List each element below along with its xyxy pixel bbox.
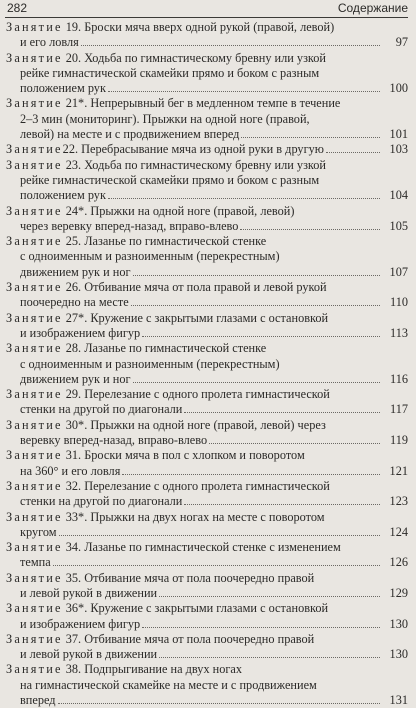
- toc-entry-line: [6, 418, 382, 433]
- entry-text: 23. Ходьба по гимнастическому бревну или узкой: [65, 157, 327, 172]
- lesson-label: Занятие: [6, 448, 63, 463]
- entry-text: 24*. Прыжки на одной ноге (правой, левой): [65, 203, 295, 218]
- dot-leader: [122, 474, 380, 475]
- entry-text: 2–3 мин (мониторинг). Прыжки на одной ноге (правой,: [20, 111, 310, 126]
- entry-text: 37. Отбивание мяча от пола поочередно правой: [65, 631, 315, 646]
- entry-text: поочередно на месте: [20, 295, 129, 310]
- table-of-contents: [6, 20, 408, 708]
- toc-entry-line: [6, 662, 382, 677]
- entry-text: кругом: [20, 524, 57, 539]
- dot-leader: [133, 275, 380, 276]
- dot-leader: [53, 565, 380, 566]
- entry-page-number: 130: [389, 616, 408, 631]
- toc-entry: [6, 418, 408, 449]
- toc-entry-line: [6, 311, 382, 326]
- entry-page-number: 130: [389, 647, 408, 662]
- toc-entry-line: [6, 510, 382, 525]
- entry-text: и изображением фигур: [20, 325, 141, 340]
- running-head: [5, 0, 408, 18]
- toc-entry: [6, 540, 408, 571]
- dot-leader: [159, 596, 380, 597]
- entry-text: 34. Лазанье по гимнастической стенке с изменением: [65, 540, 341, 555]
- dot-leader: [209, 443, 380, 444]
- entry-page-number: 116: [390, 371, 408, 386]
- toc-entry-line: [6, 540, 382, 555]
- toc-entry-line: [6, 357, 382, 372]
- dot-leader: [142, 336, 380, 337]
- lesson-label: Занятие: [6, 310, 63, 325]
- toc-entry-line: [6, 433, 382, 448]
- toc-entry-line: [6, 632, 382, 647]
- lesson-label: Занятие: [6, 662, 63, 677]
- entry-text: 30*. Прыжки на одной ноге (правой, левой) через: [65, 417, 326, 432]
- lesson-label: Занятие: [6, 234, 63, 249]
- dot-leader: [184, 412, 380, 413]
- toc-entry: [6, 158, 408, 204]
- dot-leader: [131, 305, 380, 306]
- toc-entry-line: [6, 586, 382, 601]
- entry-text: стенки на другой по диагонали: [20, 402, 183, 417]
- entry-page-number: 117: [390, 402, 408, 417]
- entry-text: 36*. Кружение с закрытыми глазами с остановкой: [65, 601, 329, 616]
- toc-entry-line: [6, 693, 382, 708]
- dot-leader: [58, 703, 380, 704]
- lesson-label: Занятие: [6, 387, 63, 402]
- entry-text: и левой рукой в движении: [20, 647, 158, 662]
- entry-page-number: 105: [389, 218, 408, 233]
- lesson-label: Занятие: [6, 478, 63, 493]
- entry-page-number: 101: [389, 127, 408, 142]
- entry-text: левой) на месте и с продвижением вперед: [20, 127, 240, 142]
- entry-text: с одноименным и разноименным (перекрестным): [20, 356, 280, 371]
- toc-entry-line: [6, 219, 382, 234]
- entry-text: рейке гимнастической скамейки прямо и боком с разным: [20, 65, 320, 80]
- dot-leader: [108, 198, 380, 199]
- dot-leader: [108, 91, 380, 92]
- toc-entry: [6, 51, 408, 97]
- dot-leader: [326, 152, 380, 153]
- entry-page-number: 131: [389, 693, 408, 708]
- entry-text: 25. Лазанье по гимнастической стенке: [65, 234, 267, 249]
- lesson-label: Занятие: [6, 280, 63, 295]
- lesson-label: Занятие: [6, 341, 63, 356]
- dot-leader: [133, 382, 380, 383]
- entry-page-number: 110: [390, 295, 408, 310]
- entry-text: рейке гимнастической скамейки прямо и боком с разным: [20, 172, 320, 187]
- toc-entry-line: [6, 66, 382, 81]
- toc-entry-line: [6, 494, 382, 509]
- entry-text: положением рук: [20, 188, 106, 203]
- toc-entry-line: [6, 479, 382, 494]
- lesson-label: Занятие: [6, 142, 63, 157]
- dot-leader: [241, 137, 380, 138]
- entry-page-number: 129: [389, 585, 408, 600]
- toc-entry-line: [6, 265, 382, 280]
- entry-text: движением рук и ног: [20, 264, 131, 279]
- entry-text: на гимнастической скамейке на месте и с продвижением: [20, 677, 317, 692]
- entry-text: 19. Броски мяча вверх одной рукой (правой, левой): [65, 20, 335, 34]
- toc-entry-line: [6, 326, 382, 341]
- toc-entry-line: [6, 571, 382, 586]
- entry-page-number: 107: [389, 264, 408, 279]
- toc-entry-line: [6, 464, 382, 479]
- lesson-label: Занятие: [6, 509, 63, 524]
- entry-text: движением рук и ног: [20, 371, 131, 386]
- toc-entry-line: [6, 142, 382, 157]
- entry-text: темпа: [20, 555, 51, 570]
- lesson-label: Занятие: [6, 601, 63, 616]
- section-title: Содержание: [337, 1, 408, 15]
- entry-page-number: 97: [395, 35, 408, 50]
- entry-text: 28. Лазанье по гимнастической стенке: [65, 341, 267, 356]
- entry-text: и левой рукой в движении: [20, 585, 158, 600]
- dot-leader: [142, 627, 380, 628]
- lesson-label: Занятие: [6, 20, 63, 34]
- toc-entry-line: [6, 601, 382, 616]
- toc-entry-line: [6, 555, 382, 570]
- toc-entry-line: [6, 280, 382, 295]
- page-number: 282: [7, 1, 28, 15]
- entry-text: 35. Отбивание мяча от пола поочередно правой: [65, 570, 315, 585]
- toc-entry: [6, 448, 408, 479]
- entry-text: 20. Ходьба по гимнастическому бревну или узкой: [65, 50, 327, 65]
- entry-text: 38. Подпрыгивание на двух ногах: [65, 662, 243, 677]
- toc-entry: [6, 601, 408, 632]
- entry-text: веревку вперед-назад, вправо-влево: [20, 433, 208, 448]
- entry-page-number: 103: [389, 142, 408, 157]
- toc-entry-line: [6, 204, 382, 219]
- entry-page-number: 121: [389, 463, 408, 478]
- entry-page-number: 113: [390, 325, 408, 340]
- toc-entry: [6, 280, 408, 311]
- toc-entry: [6, 341, 408, 387]
- lesson-label: Занятие: [6, 157, 63, 172]
- lesson-label: Занятие: [6, 631, 63, 646]
- toc-entry: [6, 632, 408, 663]
- dot-leader: [159, 657, 380, 658]
- toc-entry: [6, 96, 408, 142]
- toc-entry-line: [6, 249, 382, 264]
- toc-entry-line: [6, 525, 382, 540]
- toc-entry-line: [6, 678, 382, 693]
- entry-text: стенки на другой по диагонали: [20, 494, 183, 509]
- entry-text: 32. Перелезание с одного пролета гимнастической: [65, 478, 330, 493]
- entry-text: 26. Отбивание мяча от пола правой и левой рукой: [65, 280, 327, 295]
- entry-page-number: 126: [389, 555, 408, 570]
- toc-entry: [6, 510, 408, 541]
- lesson-label: Занятие: [6, 417, 63, 432]
- toc-entry: [6, 479, 408, 510]
- lesson-label: Занятие: [6, 540, 63, 555]
- entry-text: 27*. Кружение с закрытыми глазами с остановкой: [65, 310, 329, 325]
- toc-entry-line: [6, 402, 382, 417]
- entry-text: с одноименным и разноименным (перекрестным): [20, 249, 280, 264]
- toc-entry: [6, 204, 408, 235]
- entry-text: на 360° и его ловля: [20, 463, 121, 478]
- lesson-label: Занятие: [6, 203, 63, 218]
- toc-entry-line: [6, 448, 382, 463]
- toc-entry-line: [6, 387, 382, 402]
- toc-entry-line: [6, 35, 382, 50]
- dot-leader: [81, 45, 380, 46]
- lesson-label: Занятие: [6, 50, 63, 65]
- entry-page-number: 123: [389, 494, 408, 509]
- toc-entry-line: [6, 112, 382, 127]
- dot-leader: [59, 535, 380, 536]
- lesson-label: Занятие: [6, 570, 63, 585]
- toc-entry: [6, 20, 408, 51]
- entry-page-number: 100: [389, 81, 408, 96]
- entry-text: и изображением фигур: [20, 616, 141, 631]
- toc-entry-line: [6, 81, 382, 96]
- toc-entry-line: [6, 20, 382, 35]
- entry-page-number: 104: [389, 188, 408, 203]
- toc-entry-line: [6, 617, 382, 632]
- toc-entry: [6, 571, 408, 602]
- entry-text: вперед: [20, 693, 56, 708]
- entry-page-number: 119: [390, 433, 408, 448]
- entry-page-number: 124: [389, 524, 408, 539]
- entry-text: 33*. Прыжки на двух ногах на месте с поворотом: [65, 509, 325, 524]
- toc-entry-line: [6, 173, 382, 188]
- dot-leader: [184, 504, 380, 505]
- toc-entry: [6, 662, 408, 708]
- toc-entry-line: [6, 158, 382, 173]
- toc-entry-line: [6, 96, 382, 111]
- lesson-label: Занятие: [6, 96, 63, 111]
- entry-text: положением рук: [20, 81, 106, 96]
- dot-leader: [240, 229, 380, 230]
- toc-entry: [6, 387, 408, 418]
- toc-entry-line: [6, 127, 382, 142]
- toc-entry-line: [6, 51, 382, 66]
- toc-entry-line: [6, 295, 382, 310]
- toc-entry: [6, 234, 408, 280]
- entry-text: и его ловля: [20, 35, 79, 50]
- entry-text: 22. Перебрасывание мяча из одной руки в другую: [62, 142, 324, 157]
- entry-text: 21*. Непрерывный бег в медленном темпе в течение: [65, 96, 341, 111]
- toc-entry-line: [6, 647, 382, 662]
- entry-text: через веревку вперед-назад, вправо-влево: [20, 218, 239, 233]
- entry-text: 29. Перелезание с одного пролета гимнастической: [65, 387, 330, 402]
- toc-entry-line: [6, 341, 382, 356]
- toc-entry: [6, 142, 408, 157]
- toc-entry-line: [6, 234, 382, 249]
- toc-entry-line: [6, 188, 382, 203]
- toc-entry: [6, 311, 408, 342]
- toc-entry-line: [6, 372, 382, 387]
- entry-text: 31. Броски мяча в пол с хлопком и поворотом: [65, 448, 305, 463]
